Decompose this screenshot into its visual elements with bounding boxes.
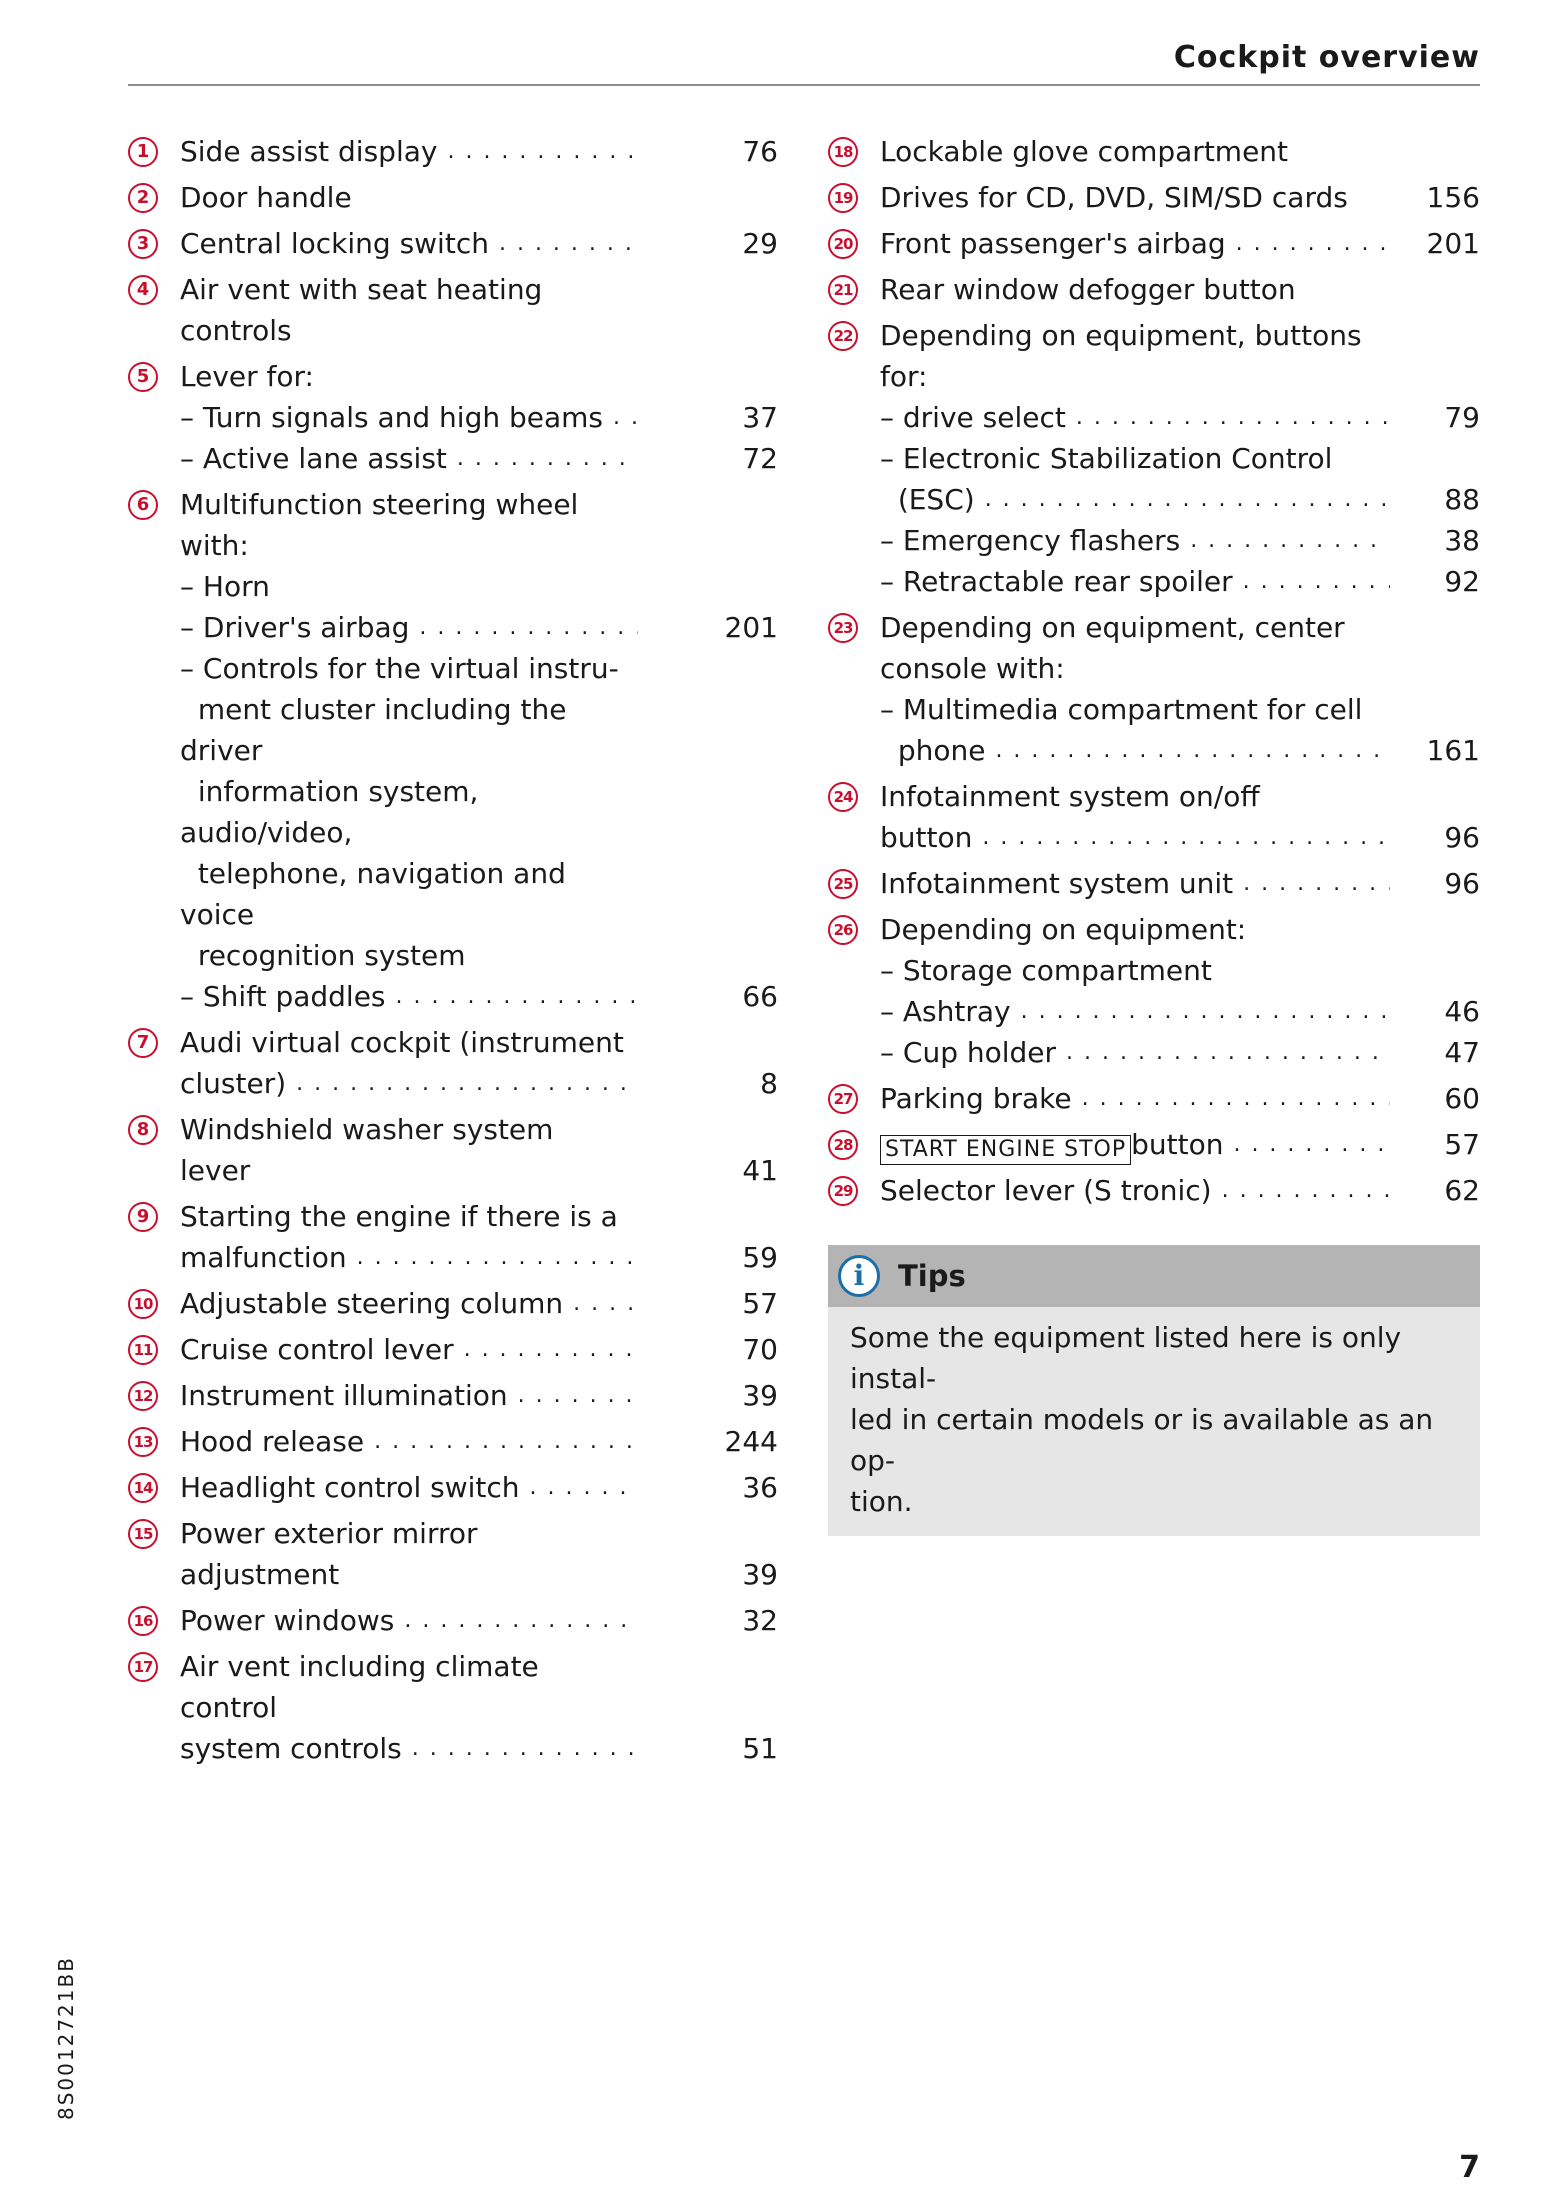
item-text: – Controls for the virtual instru- <box>180 652 619 685</box>
item-text: Starting the engine if there is a <box>180 1200 618 1233</box>
index-subitem <box>828 648 1480 689</box>
page-reference: 96 <box>1444 867 1480 900</box>
item-text: recognition system <box>180 939 466 972</box>
item-text: Headlight control switch <box>180 1471 520 1504</box>
index-subitem <box>828 356 1480 397</box>
info-icon: i <box>838 1255 880 1297</box>
leader-dots <box>1226 223 1390 264</box>
index-item <box>128 1109 778 1191</box>
item-text: – Turn signals and high beams <box>180 401 604 434</box>
callout-number: 28 <box>828 1130 858 1160</box>
index-item <box>828 223 1480 264</box>
item-text: information system, audio/video, <box>180 775 488 849</box>
callout-number: 17 <box>128 1652 158 1682</box>
callout-number: 27 <box>828 1084 858 1114</box>
item-text: Depending on equipment, center <box>880 611 1345 644</box>
index-subitem <box>128 648 778 689</box>
callout-number: 1 <box>128 137 158 167</box>
item-text: cluster) <box>180 1067 287 1100</box>
page-reference: 59 <box>742 1241 778 1274</box>
page-reference: 161 <box>1426 734 1480 767</box>
left-column <box>128 126 778 1769</box>
leader-dots <box>1056 1032 1390 1073</box>
callout-number: 5 <box>128 362 158 392</box>
callout-number: 14 <box>128 1473 158 1503</box>
leader-dots <box>1223 1124 1390 1165</box>
index-item <box>128 177 778 218</box>
page-reference: 57 <box>742 1287 778 1320</box>
callout-number: 4 <box>128 275 158 305</box>
item-text: for: <box>880 360 928 393</box>
page-reference: 66 <box>742 980 778 1013</box>
item-text: – Emergency flashers <box>880 524 1181 557</box>
leader-dots <box>1072 1078 1390 1119</box>
item-text: Instrument illumination <box>180 1379 508 1412</box>
index-subitem <box>828 479 1480 520</box>
index-item <box>828 776 1480 817</box>
callout-number: 23 <box>828 613 858 643</box>
callout-number: 26 <box>828 915 858 945</box>
index-subitem <box>128 771 778 853</box>
page-reference: 88 <box>1444 483 1480 516</box>
index-item <box>128 1513 778 1595</box>
page-reference: 57 <box>1444 1128 1480 1161</box>
index-subitem <box>828 397 1480 438</box>
index-item <box>128 1375 778 1416</box>
tips-title: Tips <box>898 1259 966 1293</box>
callout-number: 13 <box>128 1427 158 1457</box>
page-reference: 47 <box>1444 1036 1480 1069</box>
index-subitem <box>828 730 1480 771</box>
callout-number: 10 <box>128 1289 158 1319</box>
item-text: Front passenger's airbag <box>880 227 1226 260</box>
callout-number: 29 <box>828 1176 858 1206</box>
index-item <box>128 1022 778 1063</box>
leader-dots <box>603 397 638 438</box>
index-subitem <box>828 689 1480 730</box>
callout-number: 18 <box>828 137 858 167</box>
index-subitem <box>128 853 778 935</box>
page-reference: 37 <box>742 401 778 434</box>
index-item <box>128 484 778 566</box>
item-text: malfunction <box>180 1241 347 1274</box>
item-text: button <box>1131 1128 1224 1161</box>
tips-header <box>828 1245 1480 1307</box>
page-header-title: Cockpit overview <box>1173 40 1480 75</box>
item-text: (ESC) <box>880 483 975 516</box>
index-subitem <box>828 561 1480 602</box>
callout-number: 19 <box>828 183 858 213</box>
index-item <box>828 863 1480 904</box>
item-text: Infotainment system unit <box>880 867 1234 900</box>
index-subitem <box>128 1728 778 1769</box>
leader-dots <box>972 817 1390 858</box>
leader-dots <box>508 1375 638 1416</box>
page-reference: 79 <box>1444 401 1480 434</box>
callout-number: 9 <box>128 1202 158 1232</box>
index-subitem <box>128 438 778 479</box>
leader-dots <box>386 976 638 1017</box>
item-text: – Multimedia compartment for cell <box>880 693 1363 726</box>
index-item <box>828 269 1480 310</box>
callout-number: 21 <box>828 275 858 305</box>
callout-number: 2 <box>128 183 158 213</box>
document-code: 8S0012721BB <box>54 1956 78 2120</box>
item-text: Rear window defogger button <box>880 273 1296 306</box>
item-text: system controls <box>180 1732 402 1765</box>
leader-dots <box>563 1283 638 1324</box>
item-text: – Electronic Stabilization Control <box>880 442 1333 475</box>
page-reference: 51 <box>742 1732 778 1765</box>
index-item <box>828 1078 1480 1119</box>
index-item <box>128 269 778 351</box>
page-reference: 39 <box>742 1558 778 1591</box>
index-item <box>828 1124 1480 1165</box>
page-number: 7 <box>1459 2150 1480 2185</box>
index-item <box>128 223 778 264</box>
page-reference: 72 <box>742 442 778 475</box>
item-text: – Driver's airbag <box>180 611 410 644</box>
leader-dots <box>454 1329 638 1370</box>
item-text: Cruise control lever <box>180 1333 454 1366</box>
page-reference: 39 <box>742 1379 778 1412</box>
leader-dots <box>402 1728 638 1769</box>
leader-dots <box>1180 520 1390 561</box>
item-text: Parking brake <box>880 1082 1072 1115</box>
item-text: phone <box>880 734 986 767</box>
page-reference: 156 <box>1426 181 1480 214</box>
callout-number: 6 <box>128 490 158 520</box>
leader-dots <box>1233 561 1390 602</box>
tips-body: Some the equipment listed here is only instal- led in certain models or is available as an op- tion. <box>850 1321 1434 1518</box>
callout-number: 15 <box>128 1519 158 1549</box>
item-text: Windshield washer system lever <box>180 1113 563 1187</box>
page-reference: 32 <box>742 1604 778 1637</box>
index-item <box>828 131 1480 172</box>
item-text: – Shift paddles <box>180 980 386 1013</box>
item-text: – Cup holder <box>880 1036 1057 1069</box>
item-text: – Horn <box>180 570 270 603</box>
item-text: Depending on equipment, buttons <box>880 319 1362 352</box>
index-subitem <box>828 1032 1480 1073</box>
item-text: Air vent including climate control <box>180 1650 548 1724</box>
item-text: Adjustable steering column <box>180 1287 564 1320</box>
item-text: Selector lever (S tronic) <box>880 1174 1212 1207</box>
item-text: – Ashtray <box>880 995 1011 1028</box>
index-item <box>128 1196 778 1237</box>
callout-number: 7 <box>128 1028 158 1058</box>
callout-number: 24 <box>828 782 858 812</box>
index-item <box>128 1329 778 1370</box>
index-subitem <box>128 607 778 648</box>
leader-dots <box>394 1600 638 1641</box>
page-reference: 96 <box>1444 821 1480 854</box>
item-text: console with: <box>880 652 1065 685</box>
leader-dots <box>1212 1170 1390 1211</box>
index-subitem <box>828 438 1480 479</box>
leader-dots <box>520 1467 638 1508</box>
item-text: button <box>880 821 973 854</box>
index-subitem <box>128 1237 778 1278</box>
index-item <box>128 356 778 397</box>
item-text: Central locking switch <box>180 227 489 260</box>
item-text: – Storage compartment <box>880 954 1212 987</box>
item-text: ment cluster including the driver <box>180 693 576 767</box>
index-subitem <box>828 520 1480 561</box>
item-text: Air vent with seat heating controls <box>180 273 552 347</box>
page-reference: 70 <box>742 1333 778 1366</box>
leader-dots <box>628 1150 638 1191</box>
leader-dots <box>489 223 638 264</box>
item-text: Power exterior mirror adjustment <box>180 1517 487 1591</box>
callout-number: 22 <box>828 321 858 351</box>
page-reference: 29 <box>742 227 778 260</box>
callout-number: 20 <box>828 229 858 259</box>
leader-dots <box>347 1237 638 1278</box>
item-text: Power windows <box>180 1604 395 1637</box>
leader-dots <box>447 438 638 479</box>
leader-dots <box>1233 863 1390 904</box>
callout-number: 16 <box>128 1606 158 1636</box>
item-text: Hood release <box>180 1425 365 1458</box>
index-subitem <box>128 1063 778 1104</box>
item-text: Lockable glove compartment <box>880 135 1289 168</box>
item-text: Lever for: <box>180 360 314 393</box>
tips-box <box>828 1245 1480 1536</box>
index-item <box>128 1467 778 1508</box>
header-rule <box>128 84 1480 86</box>
callout-number: 25 <box>828 869 858 899</box>
page-reference: 76 <box>742 135 778 168</box>
page-reference: 201 <box>1426 227 1480 260</box>
leader-dots <box>975 479 1390 520</box>
item-text: telephone, navigation and voice <box>180 857 575 931</box>
index-subitem <box>128 566 778 607</box>
callout-number: 3 <box>128 229 158 259</box>
page-reference: 36 <box>742 1471 778 1504</box>
index-subitem <box>128 935 778 976</box>
index-item <box>128 1600 778 1641</box>
index-item <box>128 1421 778 1462</box>
index-subitem <box>828 950 1480 991</box>
leader-dots <box>985 730 1390 771</box>
start-engine-stop-label: START ENGINE STOP <box>880 1135 1131 1165</box>
item-text: Infotainment system on/off <box>880 780 1260 813</box>
item-text: Depending on equipment: <box>880 913 1247 946</box>
callout-number: 11 <box>128 1335 158 1365</box>
index-item <box>828 607 1480 648</box>
item-text: – Active lane assist <box>180 442 447 475</box>
callout-number: 12 <box>128 1381 158 1411</box>
leader-dots <box>409 607 638 648</box>
page-reference: 46 <box>1444 995 1480 1028</box>
index-item <box>128 131 778 172</box>
leader-dots <box>1011 991 1390 1032</box>
index-item <box>828 315 1480 356</box>
index-subitem <box>828 991 1480 1032</box>
page-reference: 201 <box>724 611 778 644</box>
item-text: Multifunction steering wheel with: <box>180 488 588 562</box>
item-text: Audi virtual cockpit (instrument <box>180 1026 624 1059</box>
index-item <box>828 1170 1480 1211</box>
leader-dots <box>286 1063 638 1104</box>
item-text: – drive select <box>880 401 1066 434</box>
index-item <box>128 1646 778 1728</box>
item-text: Drives for CD, DVD, SIM/SD cards <box>880 181 1348 214</box>
callout-number: 8 <box>128 1115 158 1145</box>
page-reference: 41 <box>742 1154 778 1187</box>
index-subitem <box>128 689 778 771</box>
item-text: Side assist display <box>180 135 438 168</box>
index-subitem <box>828 817 1480 858</box>
page-reference: 38 <box>1444 524 1480 557</box>
item-text: Door handle <box>180 181 352 214</box>
index-item <box>828 177 1480 218</box>
index-item <box>828 909 1480 950</box>
index-subitem <box>128 397 778 438</box>
page-reference: 8 <box>760 1067 778 1100</box>
page-reference: 60 <box>1444 1082 1480 1115</box>
page-reference: 92 <box>1444 565 1480 598</box>
right-column <box>828 126 1480 1211</box>
page-reference: 62 <box>1444 1174 1480 1207</box>
leader-dots <box>1066 397 1390 438</box>
page-reference: 244 <box>724 1425 778 1458</box>
leader-dots <box>437 131 638 172</box>
index-subitem <box>128 976 778 1017</box>
index-item <box>128 1283 778 1324</box>
item-text: – Retractable rear spoiler <box>880 565 1233 598</box>
leader-dots <box>364 1421 638 1462</box>
